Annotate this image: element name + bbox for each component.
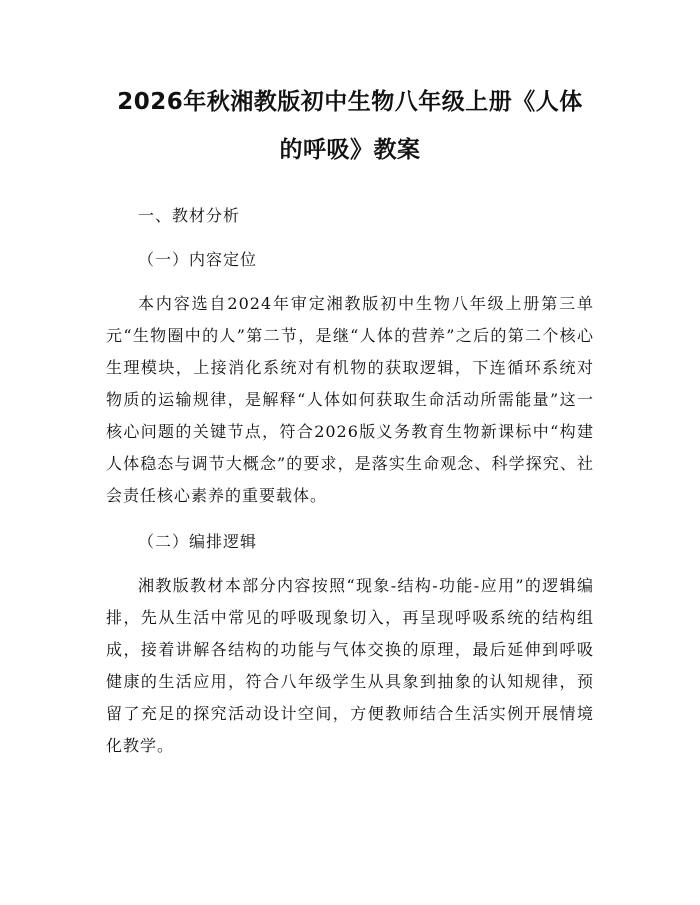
subsection-heading-arrangement-logic: （二）编排逻辑 [138,532,258,551]
title-line-1: 2026年秋湘教版初中生物八年级上册《人体 [117,89,583,115]
section-heading-teaching-material-analysis: 一、教材分析 [138,206,241,225]
title-line-2: 的呼吸》教案 [279,137,421,163]
paragraph-content-positioning: 本内容选自2024年审定湘教版初中生物八年级上册第三单元“生物圈中的人”第二节，是继“人体的营养”之后的第二个核心生理模块，上接消化系统对有机物的获取逻辑，下连循环系统对物质的运输规律，是解释“人体如何获取生命活动所需能量”这一核心问题的关键节点，符合2026版义务教育生物新课标中“构建人体稳态与调节大概念”的要求，是落实生命观念、科学探究、社会责任核心素养的重要载体。 [106,294,594,505]
document-title [106,78,594,174]
paragraph-arrangement-logic: 湘教版教材本部分内容按照“现象-结构-功能-应用”的逻辑编排，先从生活中常见的呼吸现象切入，再呈现呼吸系统的结构组成，接着讲解各结构的功能与气体交换的原理，最后延伸到呼吸健康的生活应用，符合八年级学生从具象到抽象的认知规律，预留了充足的探究活动设计空间，方便教师结合生活实例开展情境化教学。 [106,576,594,755]
subsection-heading-content-positioning: （一）内容定位 [138,250,258,269]
